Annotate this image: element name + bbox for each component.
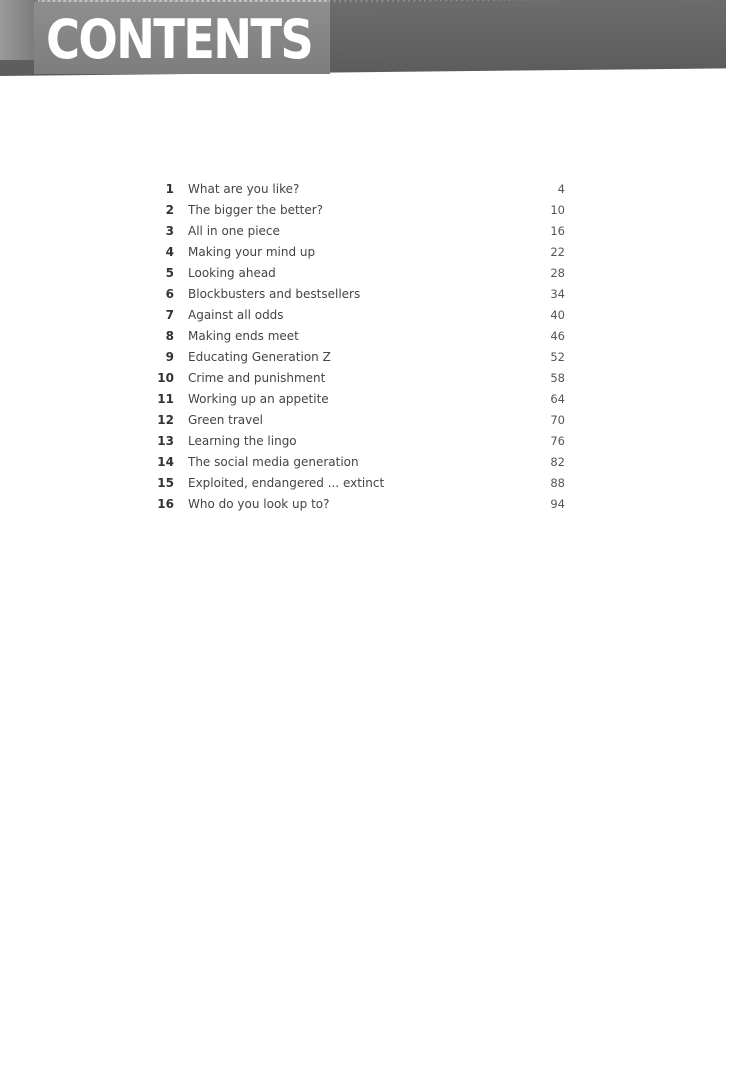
unit-title[interactable]: Blockbusters and bestsellers: [188, 287, 361, 301]
page-number: 58: [550, 371, 565, 385]
unit-number: 14: [157, 455, 174, 469]
toc-entry[interactable]: [150, 347, 570, 368]
page-number: 88: [550, 476, 565, 490]
unit-number: 9: [165, 350, 174, 364]
unit-title[interactable]: Working up an appetite: [188, 392, 329, 406]
unit-number: 4: [165, 245, 174, 259]
page-number: 52: [550, 350, 565, 364]
unit-title[interactable]: Green travel: [188, 413, 263, 427]
unit-number: 7: [165, 308, 174, 322]
toc-entry[interactable]: [150, 410, 570, 431]
unit-number: 13: [157, 434, 174, 448]
toc-entry[interactable]: [150, 179, 570, 200]
page-number: 22: [550, 245, 565, 259]
toc-entry[interactable]: [150, 200, 570, 221]
page-number: 4: [557, 182, 565, 196]
page-number: 16: [550, 224, 565, 238]
unit-title[interactable]: What are you like?: [188, 182, 300, 196]
page-number: 28: [550, 266, 565, 280]
unit-title[interactable]: The social media generation: [188, 455, 359, 469]
unit-title[interactable]: Against all odds: [188, 308, 284, 322]
unit-title[interactable]: Educating Generation Z: [188, 350, 331, 364]
unit-title[interactable]: Exploited, endangered ... extinct: [188, 476, 385, 490]
table-of-contents: [150, 179, 570, 515]
page-number: 40: [550, 308, 565, 322]
unit-title[interactable]: Making ends meet: [188, 329, 299, 343]
unit-number: 1: [165, 182, 174, 196]
unit-number: 2: [165, 203, 174, 217]
toc-entry[interactable]: [150, 452, 570, 473]
unit-title[interactable]: Who do you look up to?: [188, 497, 330, 511]
toc-entry[interactable]: [150, 389, 570, 410]
unit-number: 6: [165, 287, 174, 301]
unit-number: 3: [165, 224, 174, 238]
page-number: 76: [550, 434, 565, 448]
toc-entry[interactable]: [150, 431, 570, 452]
toc-entry[interactable]: [150, 221, 570, 242]
page-number: 46: [550, 329, 565, 343]
page-number: 82: [550, 455, 565, 469]
toc-entry[interactable]: [150, 263, 570, 284]
toc-entry[interactable]: [150, 242, 570, 263]
unit-title[interactable]: The bigger the better?: [188, 203, 324, 217]
unit-number: 10: [157, 371, 174, 385]
page-number: 70: [550, 413, 565, 427]
toc-entry[interactable]: [150, 284, 570, 305]
unit-title[interactable]: Making your mind up: [188, 245, 316, 259]
unit-number: 15: [157, 476, 174, 490]
toc-entry[interactable]: [150, 368, 570, 389]
unit-title[interactable]: Crime and punishment: [188, 371, 326, 385]
unit-number: 16: [157, 497, 174, 511]
unit-title[interactable]: All in one piece: [188, 224, 280, 238]
header-left-tab: [0, 0, 38, 60]
page-number: 94: [550, 497, 565, 511]
toc-entry[interactable]: [150, 494, 570, 515]
toc-entry[interactable]: [150, 305, 570, 326]
unit-title[interactable]: Looking ahead: [188, 266, 276, 280]
unit-number: 12: [157, 413, 174, 427]
page-number: 34: [550, 287, 565, 301]
unit-number: 5: [165, 266, 174, 280]
unit-number: 11: [157, 392, 174, 406]
page-title: CONTENTS: [46, 8, 313, 71]
unit-title[interactable]: Learning the lingo: [188, 434, 297, 448]
page-number: 10: [550, 203, 565, 217]
toc-entry[interactable]: [150, 473, 570, 494]
unit-number: 8: [165, 329, 174, 343]
toc-entry[interactable]: [150, 326, 570, 347]
page-number: 64: [550, 392, 565, 406]
